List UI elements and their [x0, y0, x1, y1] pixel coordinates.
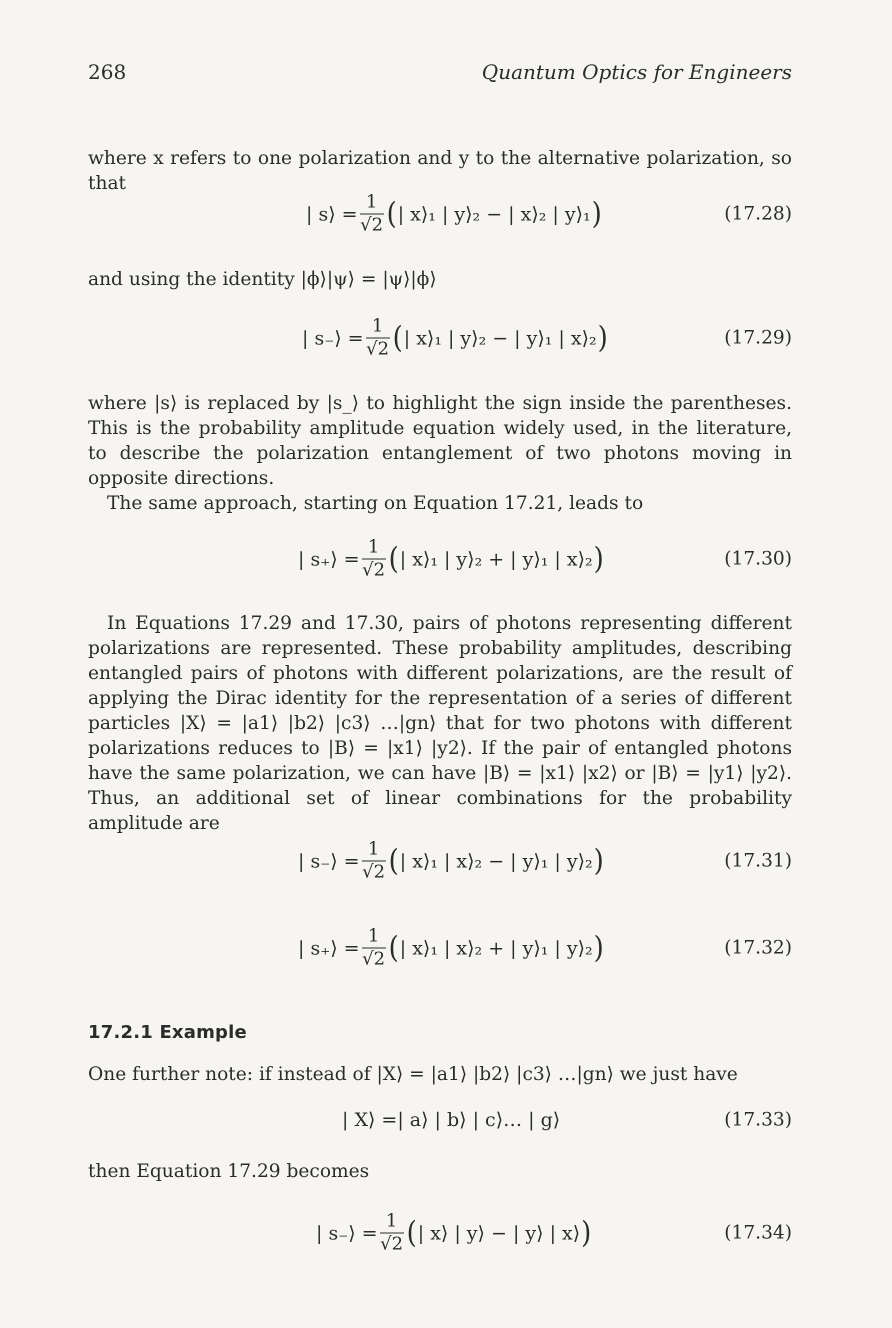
equation-number: (17.29) [724, 327, 792, 349]
paragraph [88, 1062, 792, 1087]
fraction-numerator: 1 [367, 925, 380, 947]
equation-rhs: | x⟩₁ | x⟩₂ + | y⟩₁ | y⟩₂ [399, 937, 593, 959]
running-title: Quantum Optics for Engineers [481, 60, 792, 84]
equation-lhs: | s₊⟩ = [298, 548, 360, 570]
right-parenthesis: ) [591, 196, 602, 232]
equation-lhs: | s₋⟩ = [302, 327, 364, 349]
equation-body [316, 1210, 592, 1255]
fraction-denominator: √2 [360, 214, 384, 236]
equation-number: (17.33) [724, 1109, 792, 1131]
right-parenthesis: ) [597, 320, 608, 356]
equation-17-28 [88, 184, 792, 244]
paragraph-text: One further note: if instead of |X⟩ = |a1⟩ |b2⟩ |c3⟩ …|gn⟩ we just have [88, 1064, 738, 1085]
equation-lhs: | s₋⟩ = [298, 850, 360, 872]
paragraph-text: In Equations 17.29 and 17.30, pairs of photons representing different polarizations are represented. These probability amplitudes, describing entangled pairs of photons with different polarizations, are the result of applying the Dirac identity for the representation of a series of different particles |X⟩ = |a1⟩ |b2⟩ |c3⟩ …|gn⟩ that for two photons with different polarizations reduces to |B⟩ = |x1⟩ |y2⟩. If the pair of entangled photons have the same polarization, we can have |B⟩ = |x1⟩ |x2⟩ or |B⟩ = |y1⟩ |y2⟩. Thus, an additional set of linear combinations for the probability amplitude are [88, 613, 792, 834]
fraction-denominator: √2 [380, 1233, 404, 1255]
equation-17-29 [88, 308, 792, 368]
paragraph-text: The same approach, starting on Equation 17.21, leads to [107, 493, 644, 514]
fraction [380, 1210, 404, 1255]
page-number: 268 [88, 60, 127, 84]
equation-body [342, 1109, 560, 1131]
equation-lhs: | s₊⟩ = [298, 937, 360, 959]
fraction-denominator: √2 [366, 338, 390, 360]
equation-number: (17.30) [724, 548, 792, 570]
equation-17-33 [88, 1090, 792, 1150]
paragraph-text: where |s⟩ is replaced by |s_⟩ to highlight the sign inside the parentheses. This is the probability amplitude equation widely used, in the literature, to describe the polarization entanglement of two photons moving in opposite directions. [88, 393, 792, 489]
fraction [362, 838, 386, 883]
fraction-numerator: 1 [367, 838, 380, 860]
left-parenthesis: ( [388, 541, 399, 577]
equation-body [302, 315, 609, 360]
fraction-denominator: √2 [362, 948, 386, 970]
section-heading: 17.2.1 Example [88, 1022, 247, 1043]
equation-lhs: | X⟩ =| a⟩ | b⟩ | c⟩… | g⟩ [342, 1109, 561, 1131]
fraction-numerator: 1 [365, 191, 378, 213]
paragraph-text: and using the identity |ϕ⟩|ψ⟩ = |ψ⟩|ϕ⟩ [88, 269, 437, 290]
fraction [366, 315, 390, 360]
fraction-numerator: 1 [367, 536, 380, 558]
equation-rhs: | x⟩ | y⟩ − | y⟩ | x⟩ [417, 1222, 581, 1244]
right-parenthesis: ) [593, 541, 604, 577]
paragraph-text: then Equation 17.29 becomes [88, 1161, 370, 1182]
left-parenthesis: ( [386, 196, 397, 232]
equation-lhs: | s⟩ = [306, 203, 358, 225]
left-parenthesis: ( [406, 1215, 417, 1251]
paragraph [88, 391, 792, 516]
left-parenthesis: ( [388, 930, 399, 966]
paragraph-text: where x refers to one polarization and y to the alternative polarization, so that [88, 148, 792, 194]
fraction-denominator: √2 [362, 559, 386, 581]
equation-body [298, 925, 605, 970]
left-parenthesis: ( [392, 320, 403, 356]
equation-rhs: | x⟩₁ | y⟩₂ − | x⟩₂ | y⟩₁ [397, 203, 591, 225]
equation-rhs: | x⟩₁ | y⟩₂ − | y⟩₁ | x⟩₂ [403, 327, 597, 349]
fraction-denominator: √2 [362, 861, 386, 883]
equation-rhs: | x⟩₁ | x⟩₂ − | y⟩₁ | y⟩₂ [399, 850, 593, 872]
equation-number: (17.28) [724, 203, 792, 225]
paragraph [88, 1159, 792, 1184]
equation-body [298, 536, 605, 581]
equation-number: (17.34) [724, 1222, 792, 1244]
right-parenthesis: ) [593, 843, 604, 879]
paragraph [88, 611, 792, 836]
left-parenthesis: ( [388, 843, 399, 879]
equation-body [306, 191, 603, 236]
equation-17-31 [88, 831, 792, 891]
fraction [362, 925, 386, 970]
equation-17-34 [88, 1203, 792, 1263]
fraction-numerator: 1 [385, 1210, 398, 1232]
paragraph [88, 267, 792, 292]
equation-17-32 [88, 918, 792, 978]
equation-lhs: | s₋⟩ = [316, 1222, 378, 1244]
fraction [360, 191, 384, 236]
fraction [362, 536, 386, 581]
equation-body [298, 838, 605, 883]
equation-17-30 [88, 529, 792, 589]
right-parenthesis: ) [593, 930, 604, 966]
page-header [88, 60, 792, 90]
equation-rhs: | x⟩₁ | y⟩₂ + | y⟩₁ | x⟩₂ [399, 548, 593, 570]
right-parenthesis: ) [581, 1215, 592, 1251]
fraction-numerator: 1 [371, 315, 384, 337]
equation-number: (17.31) [724, 850, 792, 872]
equation-number: (17.32) [724, 937, 792, 959]
